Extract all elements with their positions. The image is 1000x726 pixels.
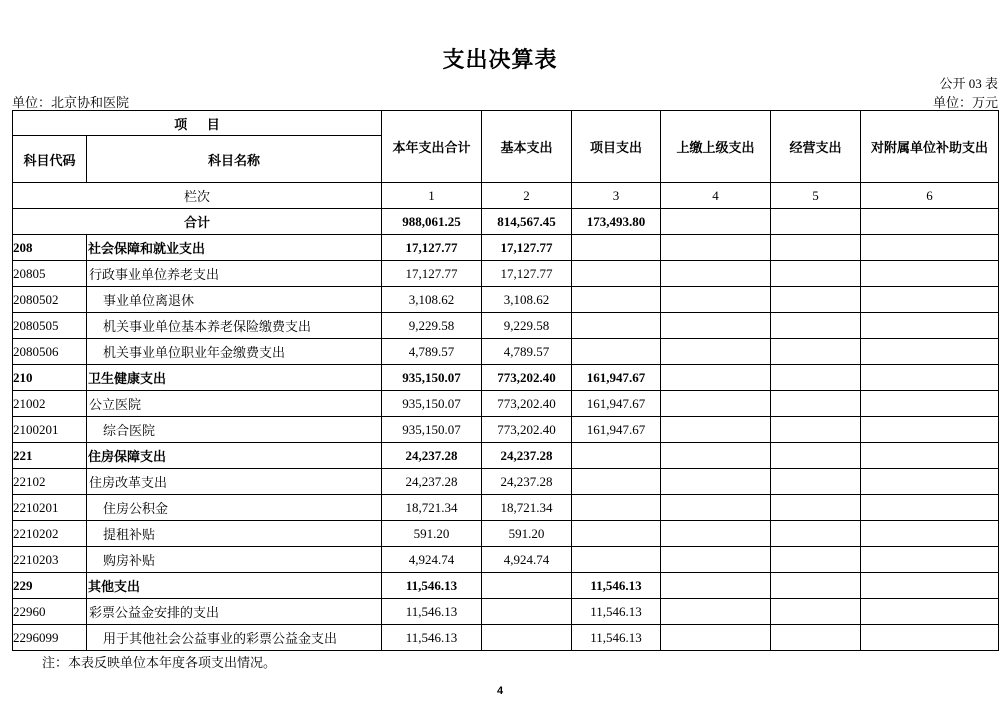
value-total-expenditure: 17,127.77 [382,261,482,287]
value-subsidy-to-affiliates [861,469,999,495]
value-project-expenditure [572,495,661,521]
value-operating-expenditure [771,469,861,495]
header-code: 科目代码 [13,136,87,183]
value-total-expenditure: 3,108.62 [382,287,482,313]
expenditure-table [12,110,999,651]
value-total-expenditure: 935,150.07 [382,417,482,443]
account-name: 社会保障和就业支出 [87,235,382,261]
value-subsidy-to-affiliates [861,365,999,391]
value-operating-expenditure [771,287,861,313]
table-row [13,365,999,391]
value-total-expenditure: 4,924.74 [382,547,482,573]
value-basic-expenditure [482,599,572,625]
value-basic-expenditure [482,573,572,599]
currency-unit: 单位：万元 [932,95,998,110]
column-index: 4 [661,183,771,209]
value-subsidy-to-affiliates [861,599,999,625]
value-subsidy-to-affiliates [861,287,999,313]
account-name: 卫生健康支出 [87,365,382,391]
table-row [13,417,999,443]
account-code: 22960 [13,599,87,625]
value-subsidy-to-affiliates [861,235,999,261]
header-subsidy-to-affiliates: 对附属单位补助支出 [861,111,999,183]
value-total-expenditure: 9,229.58 [382,313,482,339]
table-row [13,547,999,573]
account-code: 2080506 [13,339,87,365]
account-code: 2080505 [13,313,87,339]
value-basic-expenditure: 4,789.57 [482,339,572,365]
table-row [13,391,999,417]
value-project-expenditure: 161,947.67 [572,417,661,443]
value-basic-expenditure: 773,202.40 [482,365,572,391]
value-total-expenditure: 24,237.28 [382,443,482,469]
value-remit-to-superior [661,573,771,599]
account-code: 2296099 [13,625,87,651]
value-project-expenditure [572,339,661,365]
value-operating-expenditure [771,547,861,573]
value-total-expenditure: 11,546.13 [382,599,482,625]
value-project-expenditure [572,313,661,339]
account-name: 住房公积金 [87,495,382,521]
column-index: 2 [482,183,572,209]
value-subsidy-to-affiliates [861,261,999,287]
column-index: 3 [572,183,661,209]
value-total-expenditure: 18,721.34 [382,495,482,521]
value-remit-to-superior [661,443,771,469]
value-subsidy-to-affiliates [861,443,999,469]
value-total-expenditure: 17,127.77 [382,235,482,261]
account-name: 机关事业单位基本养老保险缴费支出 [87,313,382,339]
header-project-expenditure: 项目支出 [572,111,661,183]
value-project-expenditure: 11,546.13 [572,573,661,599]
account-code: 221 [13,443,87,469]
value-subsidy-to-affiliates [861,547,999,573]
column-index-row [13,183,999,209]
account-name: 事业单位离退休 [87,287,382,313]
value-remit-to-superior [661,625,771,651]
account-name: 住房改革支出 [87,469,382,495]
value-basic-expenditure: 24,237.28 [482,443,572,469]
header-operating-expenditure: 经营支出 [771,111,861,183]
account-code: 2210203 [13,547,87,573]
value-remit-to-superior [661,261,771,287]
value-project-expenditure [572,469,661,495]
account-name: 综合医院 [87,417,382,443]
value-remit-to-superior [661,235,771,261]
value-basic-expenditure: 18,721.34 [482,495,572,521]
value-operating-expenditure [771,443,861,469]
value-operating-expenditure [771,339,861,365]
account-code: 20805 [13,261,87,287]
value-subsidy-to-affiliates [861,313,999,339]
value-project-expenditure: 11,546.13 [572,625,661,651]
account-name: 机关事业单位职业年金缴费支出 [87,339,382,365]
value-remit-to-superior [661,547,771,573]
value-project-expenditure: 161,947.67 [572,365,661,391]
account-name: 用于其他社会公益事业的彩票公益金支出 [87,625,382,651]
table-row [13,443,999,469]
value-operating-expenditure [771,599,861,625]
account-code: 2210201 [13,495,87,521]
value-total-expenditure: 4,789.57 [382,339,482,365]
header-name: 科目名称 [87,136,382,183]
account-code: 22102 [13,469,87,495]
total-value [771,209,861,235]
value-total-expenditure: 591.20 [382,521,482,547]
page-title: 支出决算表 [442,47,558,72]
value-basic-expenditure [482,625,572,651]
value-basic-expenditure: 3,108.62 [482,287,572,313]
reporting-unit: 单位：北京协和医院 [12,95,130,110]
total-value [861,209,999,235]
table-row [13,573,999,599]
value-remit-to-superior [661,469,771,495]
table-row [13,339,999,365]
value-operating-expenditure [771,573,861,599]
value-basic-expenditure: 9,229.58 [482,313,572,339]
form-number: 公开 03 表 [939,76,998,91]
page-number: 4 [496,685,504,697]
account-name: 住房保障支出 [87,443,382,469]
table-row [13,495,999,521]
account-name: 其他支出 [87,573,382,599]
value-subsidy-to-affiliates [861,391,999,417]
value-basic-expenditure: 4,924.74 [482,547,572,573]
value-remit-to-superior [661,521,771,547]
table-row [13,235,999,261]
total-label: 合计 [13,209,382,235]
header-basic-expenditure: 基本支出 [482,111,572,183]
table-row [13,313,999,339]
total-value [661,209,771,235]
value-project-expenditure [572,547,661,573]
value-subsidy-to-affiliates [861,495,999,521]
value-total-expenditure: 24,237.28 [382,469,482,495]
account-code: 2210202 [13,521,87,547]
value-project-expenditure [572,443,661,469]
value-subsidy-to-affiliates [861,417,999,443]
table-note: 注：本表反映单位本年度各项支出情况。 [42,655,277,670]
table-row [13,261,999,287]
column-index: 6 [861,183,999,209]
value-operating-expenditure [771,391,861,417]
value-remit-to-superior [661,339,771,365]
value-operating-expenditure [771,235,861,261]
value-operating-expenditure [771,521,861,547]
account-code: 229 [13,573,87,599]
total-row [13,209,999,235]
value-total-expenditure: 11,546.13 [382,625,482,651]
value-operating-expenditure [771,365,861,391]
value-project-expenditure [572,287,661,313]
value-basic-expenditure: 591.20 [482,521,572,547]
value-operating-expenditure [771,261,861,287]
value-subsidy-to-affiliates [861,573,999,599]
value-operating-expenditure [771,417,861,443]
table-row [13,469,999,495]
account-name: 购房补贴 [87,547,382,573]
value-basic-expenditure: 773,202.40 [482,391,572,417]
value-project-expenditure: 11,546.13 [572,599,661,625]
account-code: 2080502 [13,287,87,313]
account-name: 公立医院 [87,391,382,417]
account-name: 行政事业单位养老支出 [87,261,382,287]
value-project-expenditure [572,521,661,547]
value-remit-to-superior [661,391,771,417]
column-index-label: 栏次 [13,183,382,209]
account-code: 210 [13,365,87,391]
account-code: 208 [13,235,87,261]
value-basic-expenditure: 24,237.28 [482,469,572,495]
account-name: 提租补贴 [87,521,382,547]
header-total-expenditure: 本年支出合计 [382,111,482,183]
value-total-expenditure: 935,150.07 [382,365,482,391]
table-row [13,287,999,313]
table-row [13,521,999,547]
value-operating-expenditure [771,625,861,651]
value-subsidy-to-affiliates [861,521,999,547]
value-total-expenditure: 11,546.13 [382,573,482,599]
value-operating-expenditure [771,495,861,521]
total-value: 814,567.45 [482,209,572,235]
total-value: 988,061.25 [382,209,482,235]
account-code: 2100201 [13,417,87,443]
value-basic-expenditure: 17,127.77 [482,235,572,261]
value-remit-to-superior [661,287,771,313]
header-remit-to-superior: 上缴上级支出 [661,111,771,183]
value-subsidy-to-affiliates [861,625,999,651]
value-remit-to-superior [661,495,771,521]
value-basic-expenditure: 17,127.77 [482,261,572,287]
value-remit-to-superior [661,417,771,443]
value-project-expenditure [572,261,661,287]
account-name: 彩票公益金安排的支出 [87,599,382,625]
value-total-expenditure: 935,150.07 [382,391,482,417]
value-remit-to-superior [661,313,771,339]
value-basic-expenditure: 773,202.40 [482,417,572,443]
value-operating-expenditure [771,313,861,339]
value-subsidy-to-affiliates [861,339,999,365]
column-index: 5 [771,183,861,209]
total-value: 173,493.80 [572,209,661,235]
value-project-expenditure [572,235,661,261]
value-project-expenditure: 161,947.67 [572,391,661,417]
value-remit-to-superior [661,365,771,391]
header-item-group: 项 目 [13,111,382,136]
value-remit-to-superior [661,599,771,625]
account-code: 21002 [13,391,87,417]
table-row [13,625,999,651]
column-index: 1 [382,183,482,209]
table-row [13,599,999,625]
